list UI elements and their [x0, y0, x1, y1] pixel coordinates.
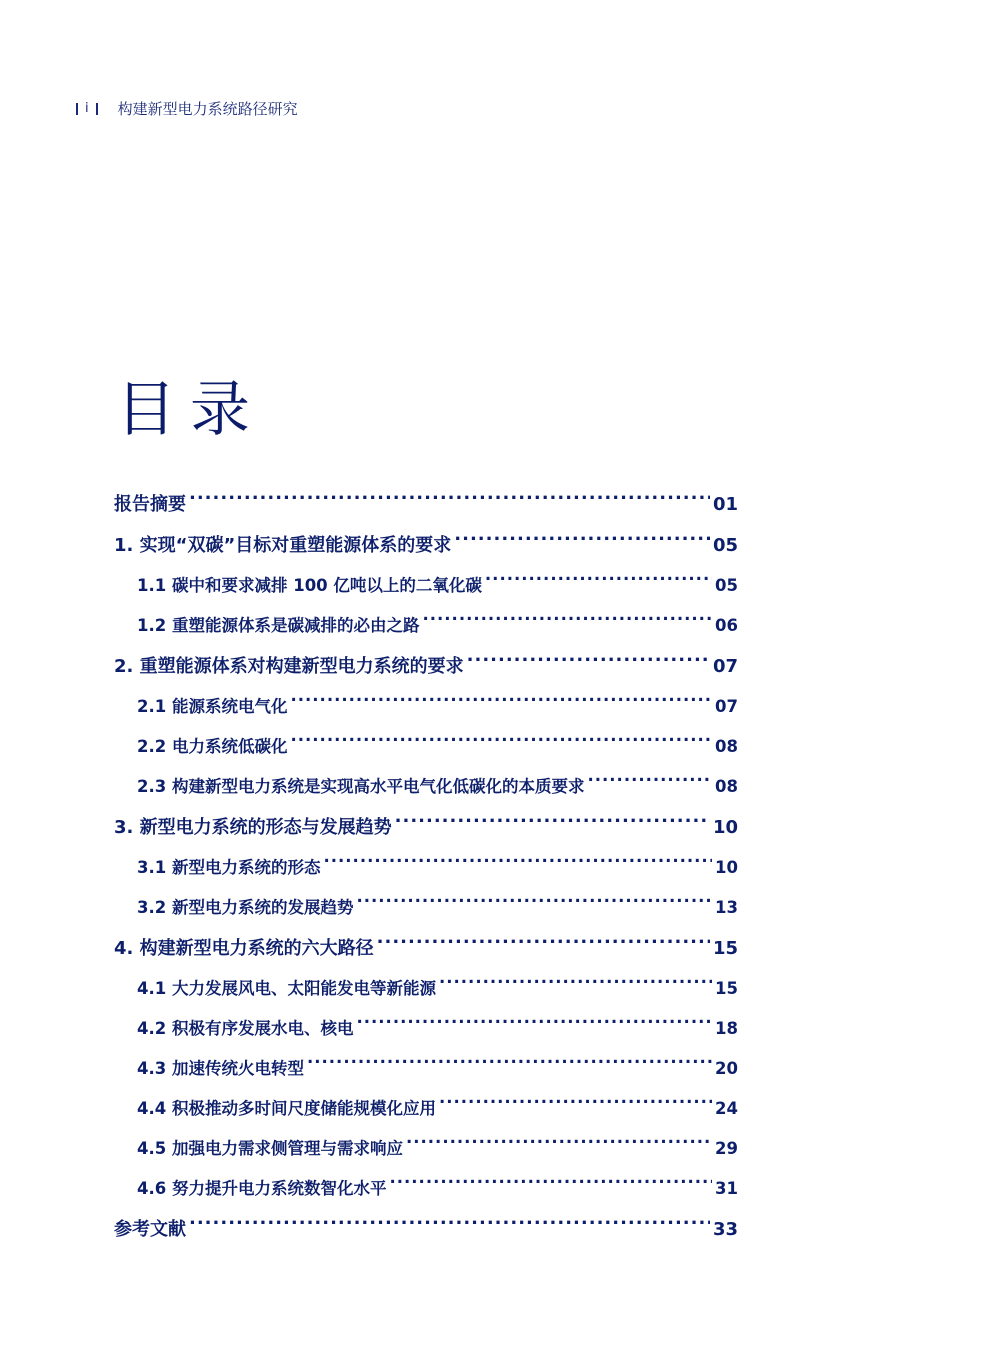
toc-entry-page: 29 — [715, 1139, 738, 1158]
toc-entry-label: 2.3 构建新型电力系统是实现高水平电气化低碳化的本质要求 — [137, 777, 585, 796]
dot-leader — [189, 492, 710, 510]
toc-entry-label: 3. 新型电力系统的形态与发展趋势 — [114, 817, 392, 838]
divider-bar-right — [96, 103, 98, 115]
toc-entry[interactable] — [114, 525, 738, 566]
toc-entry-page: 07 — [715, 697, 738, 716]
toc-entry-page: 13 — [715, 898, 738, 917]
toc-entry-page: 18 — [715, 1019, 738, 1038]
toc-entry-label: 4.4 积极推动多时间尺度储能规模化应用 — [137, 1099, 436, 1118]
dot-leader — [377, 936, 710, 954]
toc-entry-page: 31 — [715, 1179, 738, 1198]
dot-leader — [485, 575, 712, 592]
toc-entry-label: 2. 重塑能源体系对构建新型电力系统的要求 — [114, 656, 464, 677]
page-marker — [76, 101, 98, 116]
toc-entry[interactable] — [114, 767, 738, 807]
toc-entry[interactable] — [114, 1089, 738, 1129]
dot-leader — [406, 1138, 712, 1155]
dot-leader — [454, 533, 710, 551]
toc-entry-page: 15 — [715, 979, 738, 998]
toc-entry[interactable] — [114, 848, 738, 888]
toc-entry-label: 3.2 新型电力系统的发展趋势 — [137, 898, 354, 917]
toc-entry[interactable] — [114, 484, 738, 525]
toc-entry-label: 4.2 积极有序发展水电、核电 — [137, 1019, 354, 1038]
running-header — [76, 98, 298, 119]
toc-entry-label: 2.1 能源系统电气化 — [137, 697, 288, 716]
dot-leader — [307, 1058, 712, 1075]
toc-entry-label: 4.5 加强电力需求侧管理与需求响应 — [137, 1139, 403, 1158]
toc-entry[interactable] — [114, 566, 738, 606]
toc-entry-page: 15 — [712, 938, 738, 959]
dot-leader — [422, 615, 712, 632]
toc-entry[interactable] — [114, 646, 738, 687]
toc-entry-page: 33 — [712, 1219, 738, 1240]
page-title: 目录 — [116, 375, 264, 445]
toc-entry-page: 24 — [715, 1099, 738, 1118]
toc-entry[interactable] — [114, 606, 738, 646]
toc-entry-label: 参考文献 — [114, 1219, 186, 1240]
toc-entry[interactable] — [114, 727, 738, 767]
toc-entry-label: 1. 实现“双碳”目标对重塑能源体系的要求 — [114, 535, 452, 556]
toc-entry[interactable] — [114, 969, 738, 1009]
page-number: i — [85, 101, 89, 116]
dot-leader — [323, 857, 712, 874]
toc-entry-label: 报告摘要 — [114, 494, 186, 515]
dot-leader — [439, 1098, 712, 1115]
document-title: 构建新型电力系统路径研究 — [117, 100, 298, 118]
toc-entry-page: 08 — [715, 737, 738, 756]
toc-entry[interactable] — [114, 1209, 738, 1250]
toc-entry[interactable] — [114, 888, 738, 928]
dot-leader — [189, 1217, 710, 1235]
dot-leader — [439, 978, 712, 995]
table-of-contents — [114, 484, 738, 1250]
toc-entry-page: 01 — [712, 494, 738, 515]
toc-entry-label: 4.3 加速传统火电转型 — [137, 1059, 304, 1078]
toc-entry-page: 10 — [715, 858, 738, 877]
dot-leader — [395, 815, 710, 833]
toc-entry-label: 4. 构建新型电力系统的六大路径 — [114, 938, 374, 959]
toc-entry-page: 06 — [715, 616, 738, 635]
toc-entry[interactable] — [114, 687, 738, 727]
toc-entry-page: 08 — [715, 777, 738, 796]
dot-leader — [356, 897, 712, 914]
toc-entry[interactable] — [114, 1009, 738, 1049]
toc-entry[interactable] — [114, 1049, 738, 1089]
toc-entry-page: 07 — [712, 656, 738, 677]
dot-leader — [587, 776, 712, 793]
dot-leader — [389, 1178, 712, 1195]
toc-entry-label: 4.6 努力提升电力系统数智化水平 — [137, 1179, 387, 1198]
toc-entry[interactable] — [114, 1129, 738, 1169]
toc-entry-label: 1.2 重塑能源体系是碳减排的必由之路 — [137, 616, 420, 635]
divider-bar-left — [76, 103, 78, 115]
dot-leader — [290, 736, 712, 753]
toc-entry-label: 3.1 新型电力系统的形态 — [137, 858, 321, 877]
dot-leader — [467, 654, 710, 672]
toc-entry[interactable] — [114, 928, 738, 969]
toc-entry-page: 05 — [712, 535, 738, 556]
toc-entry-page: 10 — [712, 817, 738, 838]
toc-entry-label: 2.2 电力系统低碳化 — [137, 737, 288, 756]
toc-entry-label: 4.1 大力发展风电、太阳能发电等新能源 — [137, 979, 436, 998]
toc-entry-page: 05 — [715, 576, 738, 595]
toc-entry[interactable] — [114, 1169, 738, 1209]
dot-leader — [290, 696, 712, 713]
toc-entry-page: 20 — [715, 1059, 738, 1078]
toc-entry[interactable] — [114, 807, 738, 848]
toc-entry-label: 1.1 碳中和要求减排 100 亿吨以上的二氧化碳 — [137, 576, 482, 595]
dot-leader — [356, 1018, 712, 1035]
